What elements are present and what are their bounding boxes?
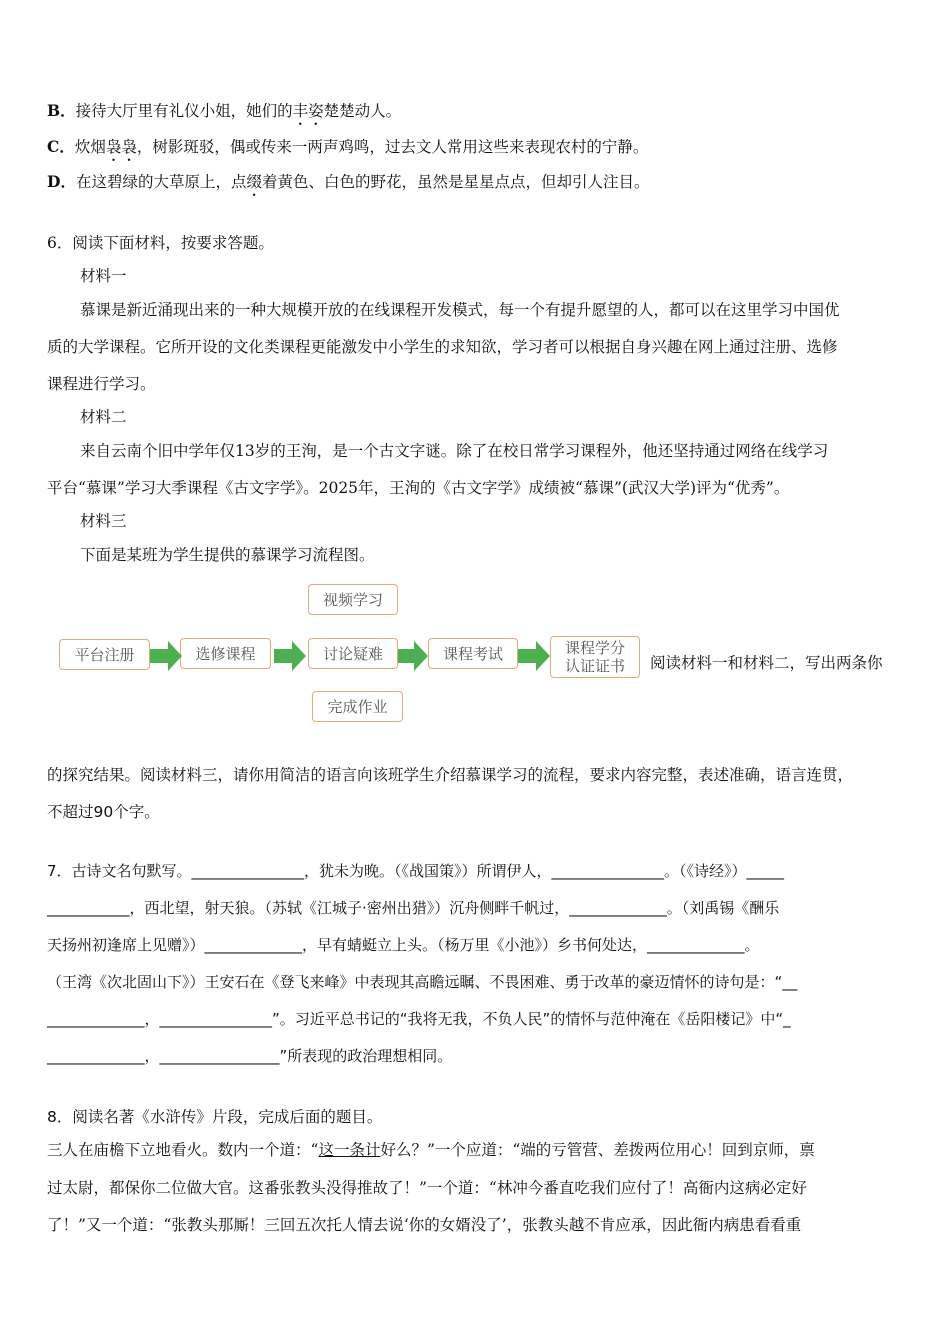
option-b-text-pre: 接待大厅里有礼仪小姐，她们的 xyxy=(75,102,293,120)
flow-box-elective: 选修课程 xyxy=(180,638,271,669)
q8-passage-line-3: 了！”又一个道：“张教头那厮！三回五次托人情去说‘你的女婿没了’，张教头越不肯应承，因此衙内病患看看重 xyxy=(47,1216,802,1234)
q7-line-1: 7．古诗文名句默写。_______________，犹未为晚。（《战国策》）所谓伊人，_______________。（《诗经》）_____ xyxy=(47,862,785,880)
flow-box-homework: 完成作业 xyxy=(312,691,403,722)
flow-box-certificate xyxy=(550,636,640,678)
q6-task-line-2: 的探究结果。阅读材料三，请你用简洁的语言向该班学生介绍慕课学习的流程，要求内容完整，表述准确，语言连贯， xyxy=(47,766,854,784)
option-d-label: D． xyxy=(47,172,76,191)
material-1-line-3: 课程进行学习。 xyxy=(47,375,156,393)
material-3-line-1: 下面是某班为学生提供的慕课学习流程图。 xyxy=(80,546,375,564)
flow-arrow-1 xyxy=(150,641,182,671)
option-b-emphasis: 丰姿 xyxy=(292,102,324,120)
option-d-text-post: 着黄色、白色的野花，虽然是星星点点，但却引人注目。 xyxy=(261,173,650,191)
material-2-line-2: 平台“慕课”学习大季课程《古文字学》。2025年，王洵的《古文字学》成绩被“慕课”(武汉大学)评为“优秀”。 xyxy=(47,479,790,497)
option-c-text-post: ，树影斑驳，偶或传来一两声鸡鸣，过去文人常用这些来表现农村的宁静。 xyxy=(136,138,649,156)
q8-passage-line-2: 过太尉，都保你二位做大官。这番张教头没得推故了！”一个道：“林冲今番直吃我们应付了！高衙内这病必定好 xyxy=(47,1179,807,1197)
material-1-line-1: 慕课是新近涌现出来的一种大规模开放的在线课程开发模式，每一个有提升愿望的人，都可以在这里学习中国优 xyxy=(80,301,840,319)
q7-line-5: _____________，_______________”。习近平总书记的“我将无我，不负人民”的情怀与范仲淹在《岳阳楼记》中“_ xyxy=(47,1010,791,1028)
q7-line-6: _____________，________________”所表现的政治理想相同。 xyxy=(47,1047,453,1065)
q7-line-3: 天扬州初逢席上见赠》）_____________，早有蜻蜓立上头。（杨万里《小池》）乡书何处达，_____________。 xyxy=(47,936,760,954)
option-d xyxy=(47,172,650,200)
q8-passage-line-1-pre: 三人在庙檐下立地看火。数内一个道：“ xyxy=(47,1141,319,1159)
flow-box-exam: 课程考试 xyxy=(428,638,518,669)
q6-task-line-1: 阅读材料一和材料二，写出两条你 xyxy=(650,654,883,672)
flow-arrow-4 xyxy=(518,641,550,671)
material-3-heading: 材料三 xyxy=(80,512,127,530)
option-b-label: B． xyxy=(47,101,76,120)
flow-box-video: 视频学习 xyxy=(308,584,398,615)
flow-arrow-3 xyxy=(398,641,428,671)
q7-line-2: ___________，西北望，射天狼。（苏轼《江城子·密州出猎》）沉舟侧畔千帆过，_____________。（刘禹锡《酬乐 xyxy=(47,899,780,917)
flow-arrow-2 xyxy=(274,641,306,671)
q6-task-line-3: 不超过90个字。 xyxy=(47,803,160,821)
q8-passage-line-1 xyxy=(47,1140,815,1160)
flow-box-discussion: 讨论疑难 xyxy=(308,638,398,669)
option-c-label: C． xyxy=(47,137,75,156)
option-c-emphasis: 袅袅 xyxy=(105,138,137,156)
option-b xyxy=(47,101,401,129)
q6-title: 6．阅读下面材料，按要求答题。 xyxy=(47,234,274,252)
option-c-text-pre: 炊烟 xyxy=(74,138,106,156)
material-2-heading: 材料二 xyxy=(80,408,127,426)
q8-title: 8．阅读名著《水浒传》片段，完成后面的题目。 xyxy=(47,1108,383,1126)
flow-box-register: 平台注册 xyxy=(59,639,150,670)
option-b-text-post: 楚楚动人。 xyxy=(323,102,402,120)
option-c xyxy=(47,137,648,165)
option-d-emphasis: 缀 xyxy=(246,173,262,191)
option-d-text-pre: 在这碧绿的大草原上，点 xyxy=(75,173,247,191)
material-1-heading: 材料一 xyxy=(80,267,127,285)
q7-line-4: （王湾《次北固山下》）王安石在《登飞来峰》中表现其高瞻远瞩、不畏困难、勇于改革的豪迈情怀的诗句是：“__ xyxy=(47,973,798,991)
q8-passage-underlined: 这一条计 xyxy=(318,1141,381,1159)
flow-box-certificate-line-1: 课程学分 xyxy=(564,639,625,657)
material-2-line-1: 来自云南个旧中学年仅13岁的王洵，是一个古文字谜。除了在校日常学习课程外，他还坚持通过网络在线学习 xyxy=(80,442,829,460)
q8-passage-line-1-post: 好么？”一个应道：“端的亏管营、差拨两位用心！回到京师，禀 xyxy=(380,1141,815,1159)
flow-box-certificate-line-2: 认证证书 xyxy=(564,657,625,675)
material-1-line-2: 质的大学课程。它所开设的文化类课程更能激发中小学生的求知欲，学习者可以根据自身兴趣在网上通过注册、选修 xyxy=(47,338,838,356)
